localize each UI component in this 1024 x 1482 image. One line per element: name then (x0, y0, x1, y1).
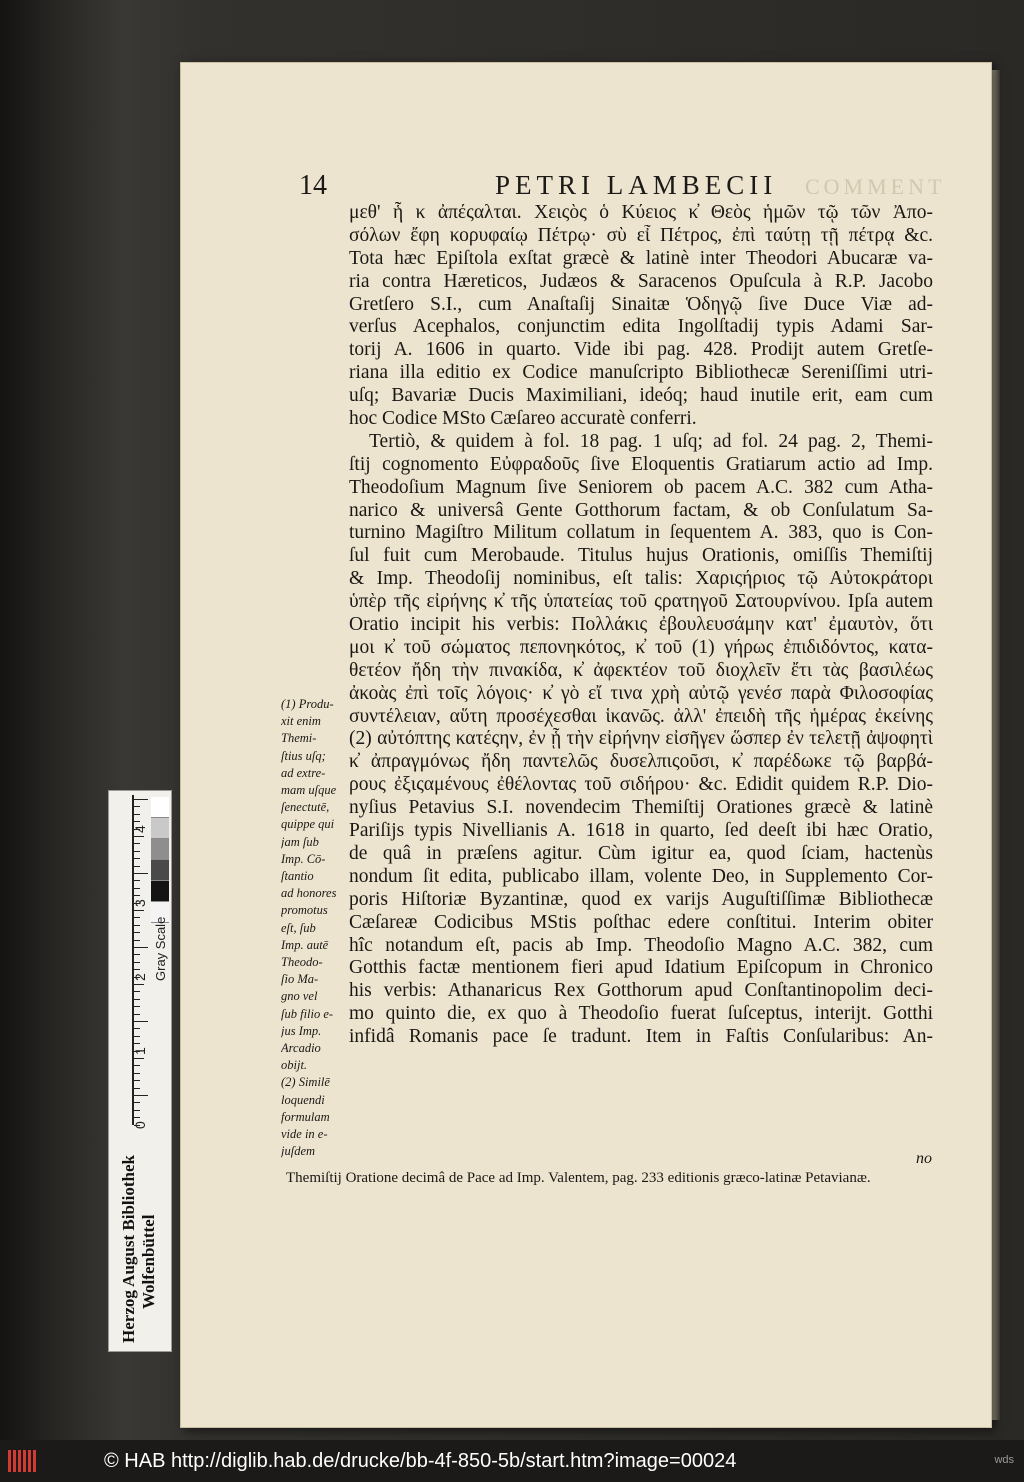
ruler-tick (134, 999, 140, 1000)
ruler-tick (134, 873, 148, 874)
ruler-tick (134, 1036, 140, 1037)
text-line: μοι κ̓ τοῦ σώματος πεπονηκότος, κ̓ τοῦ (1) γήρως ἐπιδιδόντος, κατα- (349, 636, 933, 658)
ruler-tick (134, 1043, 140, 1044)
text-line: turnino Magiſtro Militum collatum in ſequentem A. 383, quo is Con- (349, 522, 933, 544)
catchword: no (916, 1150, 932, 1167)
text-line: his verbis: Athanaricus Rex Gotthorum apud Conſtantinopolim deci- (349, 980, 933, 1002)
show-through-text: COMMENT (805, 174, 946, 199)
ruler-tick (134, 932, 140, 933)
text-line: nondum ſit edita, publicabo illam, volente Deo, in Supplemento Cor- (349, 865, 933, 887)
ruler-tick (134, 925, 140, 926)
margin-note-line: ſtantio (281, 869, 314, 884)
margin-note-line: Theodo- (281, 955, 323, 970)
hab-logo-icon (8, 1449, 42, 1473)
margin-note-line: mam uſque (281, 783, 337, 798)
text-line: & Imp. Theodoſij nominibus, eſt talis: Χαριςήριος τῷ Αὐτοκράτορι (349, 568, 933, 590)
library-city: Wolfenbüttel (139, 1214, 158, 1309)
status-url-text[interactable]: © HAB http://diglib.hab.de/drucke/bb-4f-850-5b/start.htm?image=00024 (104, 1449, 737, 1472)
ruler-tick (134, 1028, 140, 1029)
margin-note-line: Themi- (281, 731, 317, 746)
margin-note-line: eſt, ſub (281, 920, 316, 935)
ruler-tick-number: 4 (132, 825, 148, 833)
ruler-tick (134, 1014, 140, 1015)
ruler-tick (134, 880, 140, 881)
margin-note-line: jam ſub (281, 834, 319, 849)
margin-note-line: (1) Produ- (281, 697, 334, 711)
margin-note-line: ad honores (281, 886, 337, 901)
text-line: (2) αὐτόπτης κατέςην, ἐν ᾗ τὴν εἰρήνην εἰσῆγεν ὥσπερ ἐν τελετῇ ἀψοφητὶ (349, 728, 933, 750)
ruler-tick (134, 1080, 140, 1081)
text-line: θετέον ἤδη τὴν πινακίδα, κ̓ ἀφεκτέον τοῦ διοχλεῖν ἔτι τὰς βασιλέως (349, 659, 933, 681)
ruler-tick (134, 962, 140, 963)
text-line: torij A. 1606 in quarto. Vide ibi pag. 428. Prodijt autem Gretſe- (349, 339, 933, 361)
ruler-tick-number: 1 (132, 1047, 148, 1055)
ruler-tick (134, 836, 144, 837)
text-line: de quâ in præſens agitur. Cùm igitur ea, quod ſciam, hactenùs (349, 842, 933, 864)
gray-scale-label: Gray Scale (153, 916, 168, 981)
text-line: σόλων ἔφη κορυφαίῳ Πέτρῳ· σὺ εἶ Πέτρος, ἐπὶ ταύτῃ τῇ πέτρᾳ &c. (349, 224, 933, 246)
text-line: ὑπὲρ τῆς εἰρήνης κ̓ τῆς ὑπατείας τοῦ ςρατηγοῦ Σατουρνίνου. Ipſa autem (349, 591, 933, 613)
library-name: Herzog August Bibliothek (119, 1155, 138, 1343)
page-header (299, 170, 946, 206)
text-line: ria contra Hæreticos, Judæos & Saracenos Opuſcula à R.P. Jacobo (349, 270, 933, 292)
margin-note-line: ſio Ma- (281, 972, 319, 987)
ruler-tick (134, 991, 140, 992)
margin-notes (281, 696, 347, 1160)
ruler-tick (134, 917, 140, 918)
margin-note-line: quippe qui (281, 817, 335, 832)
margin-note-line: promotus (281, 903, 328, 918)
status-right-mark: wds (994, 1454, 1014, 1466)
text-line: Cæſareæ Codicibus MStis poſthac edere conſtitui. Interim obiter (349, 911, 933, 933)
page-number: 14 (299, 170, 327, 201)
text-line: riana illa editio ex Codice manuſcripto Bibliothecæ Sereniſſimi utri- (349, 362, 933, 384)
ruler-tick (134, 1058, 144, 1059)
ruler-tick (134, 940, 140, 941)
margin-note-line: loquendi (281, 1092, 325, 1107)
ruler-tick (134, 1095, 148, 1096)
ruler-tick (134, 858, 140, 859)
ruler-tick (134, 851, 140, 852)
ruler-tick (134, 814, 140, 815)
ruler-tick (134, 843, 140, 844)
margin-note-line: ad extre- (281, 765, 326, 780)
text-line: ſul fuit cum Merobaude. Titulus hujus Orationis, omiſſis Themiſtij (349, 545, 933, 567)
text-line: ἀκοὰς ἐπὶ τοῖς λόγοις· κ̓ γὸ εἴ τινα χρὴ αὐτῷ γενέσ παρὰ Φιλοσοφίας (349, 682, 933, 704)
ruler-tick (134, 954, 140, 955)
text-line: ſtij cognomento Εὐφραδοῦς ſive Eloquentis Gratiarum actio ad Imp. (349, 453, 933, 475)
status-bar (0, 1440, 1024, 1482)
text-line: infidâ Romanis pace ſe tradunt. Item in Faſtis Conſularibus: An- (349, 1026, 933, 1048)
ruler-tick (134, 1006, 140, 1007)
ruler-tick (134, 969, 140, 970)
margin-note-line: formulam (281, 1109, 330, 1124)
text-line: Gretſero S.I., cum Anaſtaſij Sinaitæ Ὁδηγῷ ſive Duce Viæ ad- (349, 293, 933, 315)
text-line: hoc Codice MSto Cæſareo accuratè conferri. (349, 408, 697, 430)
ruler-tick (134, 799, 148, 800)
text-line: Pariſijs typis Nivellianis A. 1618 in quarto, ſed deeſt ibi hæc Oratio, (349, 820, 933, 842)
text-line: uſq; Bavariæ Ducis Maximiliani, ideóq; haud inutile erit, eam cum (349, 385, 933, 407)
margin-note-line: xit enim (281, 714, 321, 729)
text-line: poris Hiſtoriæ Byzantinæ, quod ex varijs Auguſtiſſimæ Bibliothecæ (349, 888, 933, 910)
ruler-tick (134, 1102, 140, 1103)
margin-note-line: Imp. Cō- (281, 851, 326, 866)
text-line: Theodoſium Magnum ſive Seniorem ob pacem A.C. 382 cum Atha- (349, 476, 933, 498)
text-line: ρους ἐξιςαμένους ἐθέλοντας τοῦ σιδήρου· &c. Edidit quidem R.P. Dio- (349, 774, 933, 796)
margin-note-line: jus Imp. (281, 1023, 322, 1038)
text-line: Tertiò, & quidem à fol. 18 pag. 1 uſq; ad fol. 24 pag. 2, Themi- (369, 430, 933, 452)
text-line: Gotthis factæ mentionem fieri apud Idatium Epiſcopum in Chronico (349, 957, 933, 979)
ruler-tick (134, 1021, 148, 1022)
text-line: μεθ' ἧ κ ἀπέςαλται. Χειςὸς ὁ Κύειος κ̓ Θεὸς ἡμῶν τῷ τῶν Ἀπο- (349, 202, 933, 223)
gray-scale-patches (151, 797, 169, 917)
margin-note-line: (2) Similē (281, 1075, 330, 1090)
text-line: hîc notandum eſt, pacis ab Imp. Theodoſio Magno A.C. 382, cum (349, 934, 933, 956)
ruler-tick (134, 1117, 140, 1118)
margin-note-line: obijt. (281, 1058, 308, 1073)
text-line: συντέλειαν, αὕτη προσέχεσθαι ἱκανῶς. ἀλλ' ἐπειδὴ τῆς ἡμέρας ἐκείνης (349, 705, 933, 727)
margin-note-line: ſtius uſq; (281, 748, 326, 763)
margin-note-line: gno vel (281, 989, 318, 1004)
ruler-tick (134, 806, 140, 807)
footnote-continuation: Themiſtij Oratione decimâ de Pace ad Imp. Valentem, pag. 233 editionis græco-latinæ Petavianæ. (286, 1170, 871, 1186)
ruler-tick (134, 910, 144, 911)
color-ruler (108, 790, 172, 1352)
margin-note-line: Imp. autē (281, 937, 329, 952)
margin-note-line: juſdem (281, 1144, 316, 1159)
margin-note-line: ſub filio e- (281, 1006, 334, 1021)
text-line: verſus Acephalos, conjunctim edita Ingolſtadij typis Adami Sar- (349, 316, 933, 338)
text-line: Oratio incipit his verbis: Πολλάκις ἐβουλευσάμην κατ' ἐμαυτὸν, ὅτι (349, 614, 933, 636)
ruler-tick-number: 3 (132, 899, 148, 907)
ruler-tick (134, 866, 140, 867)
ruler-tick (134, 895, 140, 896)
running-head: PETRI LAMBECII (495, 170, 778, 200)
text-line: Tota hæc Epiſtola exſtat græcè & latinè inter Theodori Abucaræ va- (349, 247, 933, 269)
library-label (113, 1123, 157, 1345)
ruler-tick (134, 821, 140, 822)
ruler-tick (134, 947, 148, 948)
ruler-tick (134, 1088, 140, 1089)
text-line: mo quinto die, ex quo à Theodoſio fuerat ſuſceptus, interijt. Gotthi (349, 1003, 933, 1025)
ruler-tick-number: 0 (132, 1121, 148, 1129)
margin-note-line: vide in e- (281, 1127, 328, 1142)
ruler-tick-number: 2 (132, 973, 148, 981)
ruler-tick (134, 1065, 140, 1066)
margin-note-line: Arcadio (281, 1041, 321, 1056)
ruler-tick (134, 1073, 140, 1074)
main-text-block (349, 202, 933, 1049)
text-line: nyſius Petavius S.I. novendecim Themiſtij Orationes græcè & latinè (349, 797, 933, 819)
margin-note-line: ſenectutē, (281, 800, 330, 815)
ruler-tick (134, 984, 144, 985)
text-line: κ̓ ἀπραγμόνως ἤδη παντελῶς δυσελπιςοῦσι, κ̓ παρέδωκε τῷ βαρβά- (349, 751, 933, 773)
ruler-scale (132, 795, 148, 1129)
ruler-tick (134, 1110, 140, 1111)
ruler-tick (134, 888, 140, 889)
text-line: narico & universâ Gente Gotthorum factam, & ob Conſulatum Sa- (349, 499, 933, 521)
